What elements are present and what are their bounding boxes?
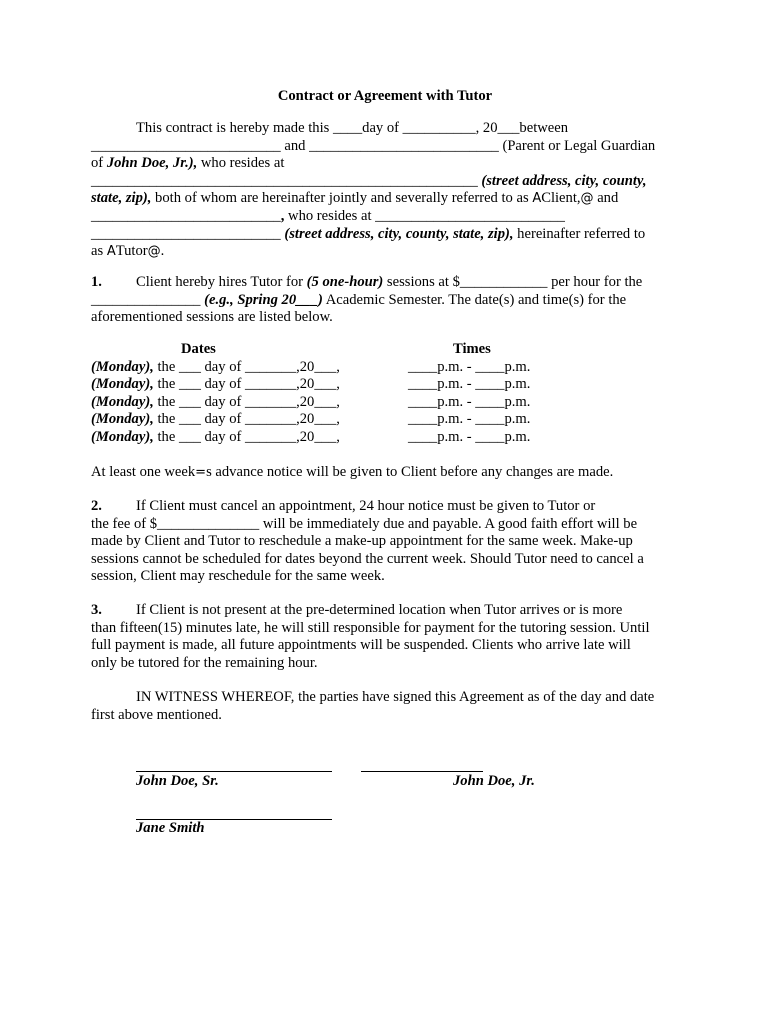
intro-paragraph xyxy=(91,120,691,261)
section-number: 1. xyxy=(91,274,102,290)
section-number: 3. xyxy=(91,602,102,618)
intro-line: of John Doe, Jr.), who resides at xyxy=(91,155,285,172)
intro-line: __________________________ and __________________________ (Parent or Legal Guardian xyxy=(91,137,656,154)
document-title: Contract or Agreement with Tutor xyxy=(277,88,493,104)
intro-line: state, zip), both of whom are hereinafter jointly and severally referred to as AClient,@ and xyxy=(91,190,619,207)
intro-line: _____________________________________________________ (street address, city, county, xyxy=(91,172,647,189)
section-1-line: 1. Client hereby hires Tutor for (5 one-hour) sessions at $____________ per hour for the xyxy=(91,274,643,290)
section-1 xyxy=(91,274,691,327)
dates-header: Dates xyxy=(181,341,216,357)
schedule-row: (Monday), the ___ day of _______,20___, ____p.m. - ____p.m. xyxy=(91,394,531,410)
intro-text: This contract is hereby made this ____day of __________, 20___between xyxy=(136,120,569,136)
intro-line xyxy=(91,120,691,138)
section-3: 3. If Client is not present at the pre-determined location when Tutor arrives or is more than fifteen(15) minutes late, he will still responsible for payment for the tutoring session. Until full payment is made, all future appointments will be suspended. Clients who arrive late will only be tutored for the remaining hour. xyxy=(91,602,650,671)
signature-line[interactable] xyxy=(361,771,483,772)
section-2: 2. If Client must cancel an appointment, 24 hour notice must be given to Tutor or the fee of $______________ will be immediately due and payable. A good faith effort will be made by Client and Tutor to reschedule a make-up appointment for the same week. Make-up sessions cannot be scheduled for dates beyond the current week. Should Tutor need to cancel a session, Client may reschedule for the same week. xyxy=(91,498,644,585)
section-number: 2. xyxy=(91,498,102,514)
times-header: Times xyxy=(453,341,491,357)
schedule-row: (Monday), the ___ day of _______,20___, ____p.m. - ____p.m. xyxy=(91,376,531,392)
notice-paragraph: At least one week=s advance notice will be given to Client before any changes are made. xyxy=(91,464,614,480)
signature-line[interactable] xyxy=(136,771,332,772)
schedule-row: (Monday), the ___ day of _______,20___, ____p.m. - ____p.m. xyxy=(91,429,531,445)
intro-line: __________________________, who resides at __________________________ xyxy=(91,207,565,224)
schedule-row: (Monday), the ___ day of _______,20___, ____p.m. - ____p.m. xyxy=(91,359,531,375)
signer-name: Jane Smith xyxy=(136,820,205,836)
signer-name: John Doe, Sr. xyxy=(136,773,219,789)
schedule-header xyxy=(91,341,691,359)
section-1-line: _______________ (e.g., Spring 20___) Academic Semester. The date(s) and time(s) for the xyxy=(91,291,627,308)
witness-paragraph: IN WITNESS WHEREOF, the parties have signed this Agreement as of the day and date first above mentioned. xyxy=(91,689,655,723)
section-1-line: aforementioned sessions are listed below. xyxy=(91,309,333,326)
schedule-row: (Monday), the ___ day of _______,20___, ____p.m. - ____p.m. xyxy=(91,411,531,427)
intro-line: __________________________ (street address, city, county, state, zip), hereinafter referred to xyxy=(91,225,646,242)
signer-name: John Doe, Jr. xyxy=(453,773,535,789)
intro-line: as ATutor@. xyxy=(91,243,165,260)
